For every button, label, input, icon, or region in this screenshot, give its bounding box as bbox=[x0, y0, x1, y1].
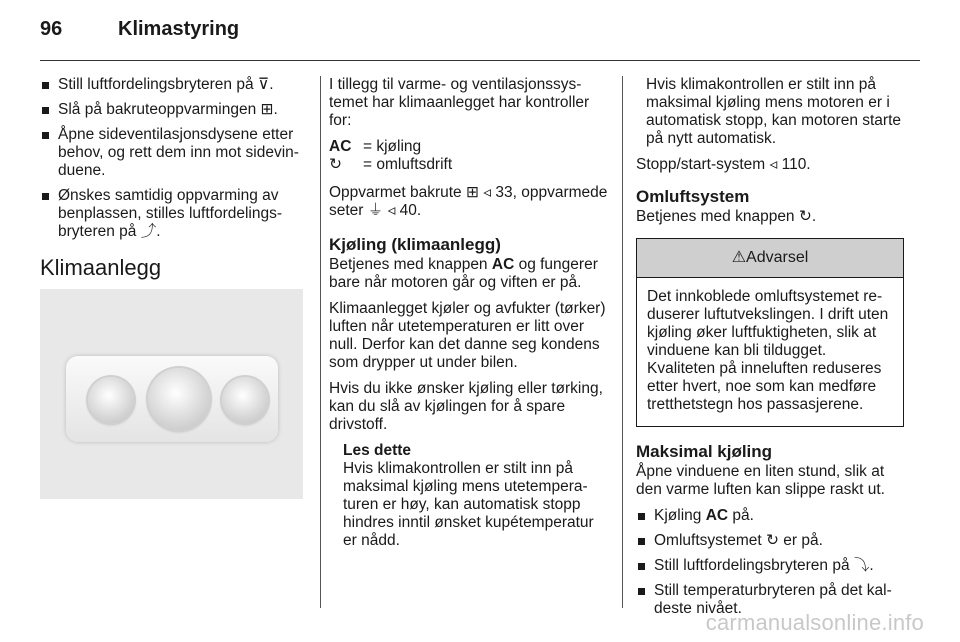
recirculation-text: Betjenes med knappen ↻. bbox=[636, 208, 817, 225]
text: Kjøling bbox=[654, 507, 706, 524]
warning-text: Det innkoblede omluftsystemet reduserer luftutvekslingen. I drift uten kjøling øker luftfuktigheten, slik at vinduene kan bli tildugget. Kvaliteten på inneluften reduseres etter hvert, noe som kan medføre tretthetstegn hos passasjerene. bbox=[647, 288, 889, 413]
ac-label: AC bbox=[491, 256, 515, 273]
bullet-list bbox=[40, 76, 308, 241]
legend-value: = omluftsdrift bbox=[363, 156, 453, 173]
legend-row-recirculation bbox=[329, 156, 609, 174]
text: og fungerer bare når motoren går og viften er på. bbox=[329, 256, 598, 291]
note-continuation: Hvis klimakontrollen er stilt inn på maksimal kjøling mens motoren er i automatisk stopp, kan motoren starte på nytt automatisk. bbox=[646, 76, 902, 147]
cooling-paragraph-3: Hvis du ikke ønsker kjøling eller tørking, kan du slå av kjølingen for å spare drivstoff. bbox=[329, 380, 603, 433]
column-divider-1 bbox=[320, 76, 321, 608]
cooling-paragraph-2: Klimaanlegget kjøler og avfukter (tørker) luften når utetemperaturen er litt over null. Derfor kan det danne seg kondens som drypper ut under bilen. bbox=[329, 300, 606, 371]
note-text: Hvis klimakontrollen er stilt inn på maksimal kjøling mens utetemperaturen er høy, kan automatisk stopp hindres inntil ønsket kupétemperatur er nådd. bbox=[343, 460, 594, 549]
max-cooling-title: Maksimal kjøling bbox=[636, 442, 773, 461]
warning-box bbox=[636, 238, 904, 427]
page-number: 96 bbox=[40, 18, 63, 40]
cooling-title: Kjøling (klimaanlegg) bbox=[329, 235, 501, 254]
recirculation-icon: ↻ bbox=[329, 156, 342, 173]
air-distribution-knob bbox=[222, 377, 268, 423]
list-item: Ønskes samtidig oppvarming av benplassen, stilles luftfordelingsbryteren på ⤴. bbox=[40, 187, 308, 241]
list-item: Omluftsystemet ↻ er på. bbox=[636, 532, 904, 550]
warning-title: ⚠Advarsel bbox=[637, 239, 903, 278]
list-item: Still luftfordelingsbryteren på ⊽. bbox=[40, 76, 308, 94]
max-cooling-list bbox=[636, 507, 904, 618]
column-2 bbox=[329, 76, 609, 550]
page-title: Klimastyring bbox=[118, 18, 240, 40]
column-1 bbox=[40, 76, 308, 499]
column-divider-2 bbox=[622, 76, 623, 608]
column-3 bbox=[636, 76, 904, 625]
climate-control-figure bbox=[40, 289, 303, 499]
heated-paragraph: Oppvarmet bakrute ⊞ ◃ 33, oppvarmede seter ⏚ ◃ 40. bbox=[329, 184, 608, 219]
list-item: Still temperaturbryteren på det kaldeste nivået. bbox=[636, 582, 904, 618]
note-title: Les dette bbox=[343, 442, 412, 459]
legend-key: AC bbox=[329, 138, 352, 155]
text: på. bbox=[728, 507, 754, 524]
header-rule bbox=[40, 60, 920, 61]
legend-value: = kjøling bbox=[363, 138, 422, 155]
list-item bbox=[636, 507, 904, 525]
section-title: Klimaanlegg bbox=[40, 255, 162, 280]
list-item: Still luftfordelingsbryteren på ⤵. bbox=[636, 557, 904, 575]
ac-label: AC bbox=[705, 507, 729, 524]
control-panel bbox=[66, 356, 278, 442]
legend-row-ac bbox=[329, 138, 609, 156]
intro-paragraph: I tillegg til varme- og ventilasjonssystemet har klimaanlegget har kontroller for: bbox=[329, 76, 590, 129]
recirculation-title: Omluftsystem bbox=[636, 187, 750, 206]
note-block bbox=[343, 442, 609, 550]
temperature-knob bbox=[88, 377, 134, 423]
watermark: carmanualsonline.info bbox=[705, 610, 924, 635]
max-cooling-text: Åpne vinduene en liten stund, slik at den varme luften kan slippe raskt ut. bbox=[636, 463, 885, 498]
stopstart-reference: Stopp/start-system ◃ 110. bbox=[636, 156, 811, 173]
list-item: Åpne sideventilasjonsdysene etter behov, og rett dem inn mot sidevinduene. bbox=[40, 126, 308, 180]
fan-speed-knob bbox=[148, 368, 210, 430]
page-header bbox=[40, 18, 239, 46]
list-item: Slå på bakruteoppvarmingen ⊞. bbox=[40, 101, 308, 119]
text: Betjenes med knappen bbox=[329, 256, 492, 273]
cooling-paragraph-1 bbox=[329, 256, 609, 292]
